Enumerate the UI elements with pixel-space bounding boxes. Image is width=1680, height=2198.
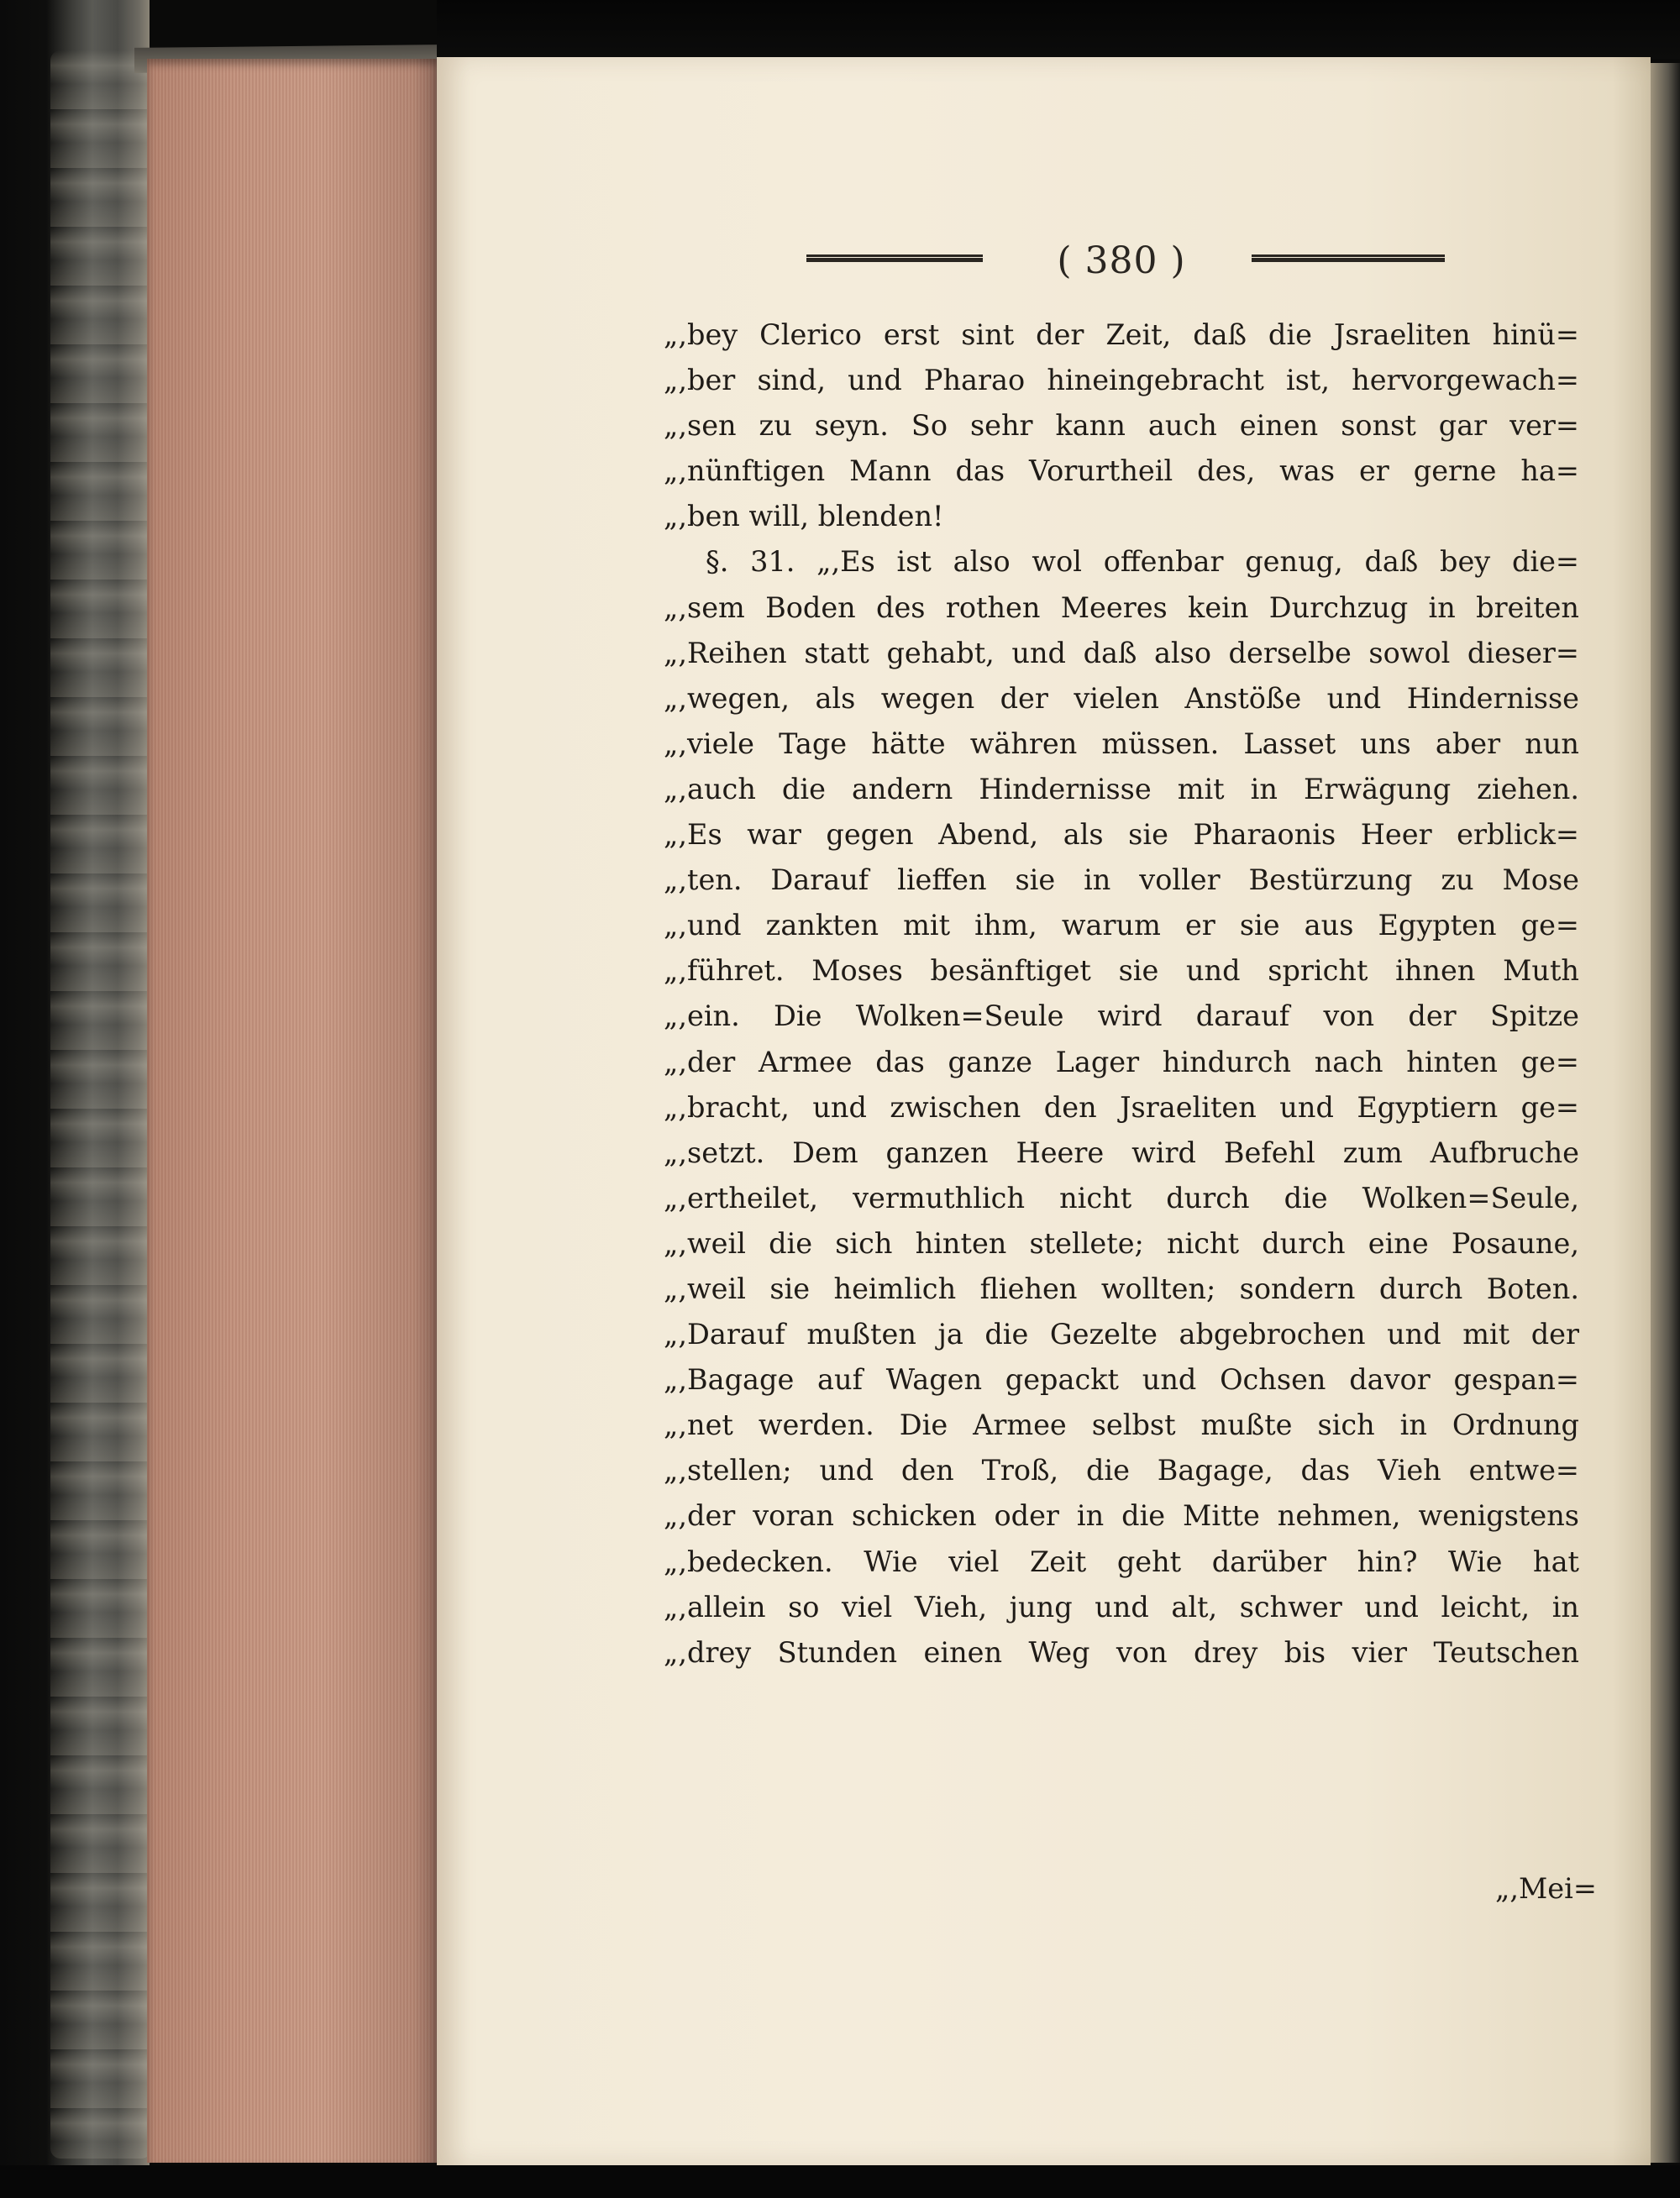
text-line: „,Darauf mußten ja die Gezelte abgebrochen und mit der [664,1318,1579,1351]
text-line: „,bedecken. Wie viel Zeit geht darüber hin? Wie hat [664,1545,1579,1578]
page-header [806,239,1445,281]
background-top [437,0,1680,59]
text-line: „,ten. Darauf lieffen sie in voller Bestürzung zu Mose [664,863,1579,897]
background-bottom [0,2165,1680,2198]
text-line: „,nünftigen Mann das Vorurtheil des, was er gerne ha= [664,454,1579,488]
text-line: „,bey Clerico erst sint der Zeit, daß die Jsraeliten hinü= [664,318,1579,351]
text-line: „,der Armee das ganze Lager hindurch nach hinten ge= [664,1045,1579,1078]
text-line: „,ein. Die Wolken=Seule wird darauf von der Spitze [664,999,1579,1033]
header-rule-right [1252,254,1445,262]
header-rule-left [806,254,983,262]
text-line: „,drey Stunden einen Weg von drey bis vier Teutschen [664,1635,1579,1669]
text-line: „,Bagage auf Wagen gepackt und Ochsen davor gespan= [664,1363,1579,1397]
text-line: „,bracht, und zwischen den Jsraeliten und Egyptiern ge= [664,1090,1579,1124]
section-heading-line: §. 31. „,Es ist also wol offenbar genug, daß bey die= [706,545,1579,579]
text-line: „,ertheilet, vermuthlich nicht durch die Wolken=Seule, [664,1181,1579,1214]
text-line: „,weil die sich hinten stellete; nicht durch eine Posaune, [664,1226,1579,1260]
page-number: ( 380 ) [1057,239,1186,282]
text-line: „,und zankten mit ihm, warum er sie aus Egypten ge= [664,909,1579,942]
text-line: „,stellen; und den Troß, die Bagage, das Vieh entwe= [664,1454,1579,1487]
text-line: „,net werden. Die Armee selbst mußte sich in Ordnung [664,1409,1579,1442]
text-line: „,wegen, als wegen der vielen Anstöße und Hindernisse [664,681,1579,715]
text-line: „,der voran schicken oder in die Mitte nehmen, wenigstens [664,1499,1579,1533]
page-right-edge [1651,63,1680,2163]
text-line: „,führet. Moses besänftiget sie und spricht ihnen Muth [664,954,1579,988]
text-line: „,ben will, blenden! [664,500,944,533]
text-line: „,Reihen statt gehabt, und daß also derselbe sowol dieser= [664,636,1579,669]
catchword: „,Mei= [1495,1872,1597,1905]
text-line: „,Es war gegen Abend, als sie Pharaonis Heer erblick= [664,818,1579,852]
text-line: „,weil sie heimlich fliehen wollten; sondern durch Boten. [664,1272,1579,1305]
text-line: „,sen zu seyn. So sehr kann auch einen sonst gar ver= [664,409,1579,443]
page-edges [147,59,437,2163]
text-line: „,allein so viel Vieh, jung und alt, schwer und leicht, in [664,1590,1579,1624]
text-line: „,setzt. Dem ganzen Heere wird Befehl zum Aufbruche [664,1136,1579,1169]
text-line: „,ber sind, und Pharao hineingebracht ist, hervorgewach= [664,364,1579,397]
text-line: „,viele Tage hätte währen müssen. Lasset uns aber nun [664,727,1579,760]
spine-wear [50,50,151,2159]
text-line: „,sem Boden des rothen Meeres kein Durchzug in breiten [664,590,1579,624]
body-text [664,312,1579,1676]
text-line: „,auch die andern Hindernisse mit in Erwägung ziehen. [664,772,1579,805]
